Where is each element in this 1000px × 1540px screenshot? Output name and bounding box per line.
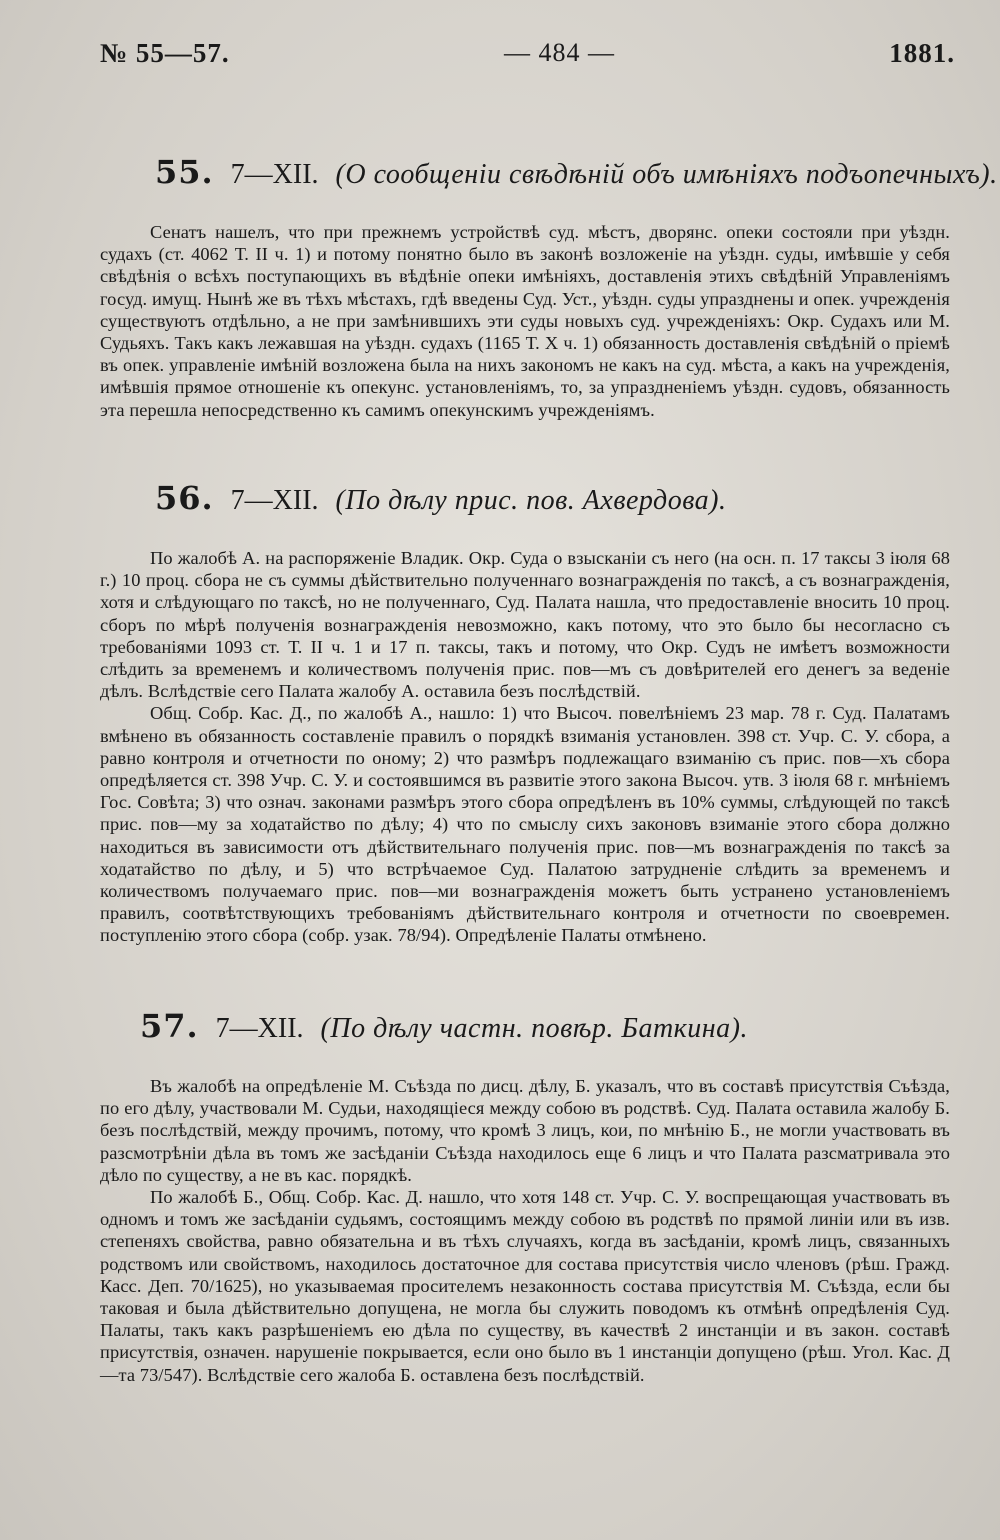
entry-number: 57. [140,1007,199,1045]
page-number: — 484 — [503,38,615,67]
entry-date: 7—XII. [215,1013,304,1044]
entry-subject: (По дѣлу прис. пов. Ахвердова). [335,485,727,516]
entry-date: 7—XII. [230,159,319,190]
entry-number: 55. [155,153,214,191]
entry-date: 7—XII. [230,485,319,516]
entry-subject: (По дѣлу частн. повѣр. Баткина). [320,1013,748,1044]
entry-57 [100,1006,950,1386]
entry-number: 56. [155,479,214,517]
entry-heading [155,478,950,521]
paragraph: Въ жалобѣ на опредѣленіе М. Съѣзда по дисц. дѣлу, Б. указалъ, что въ составѣ присутствія Съѣзда, по его дѣлу, участвовали М. Судьи, находящіеся между собою въ родствѣ. Суд. Палата оставила жалобу Б. безъ послѣдствій, между прочимъ, потому, что кромѣ 3 лицъ, кои, по мнѣнію Б., не могли участвовать въ разсмотрѣніи дѣла въ томъ же засѣданіи Съѣзда находилось еще 6 лицъ и что Палата разсматривала это дѣло по существу, а не въ кас. порядкѣ. [100,1076,950,1185]
paragraph: По жалобѣ А. на распоряженіе Владик. Окр. Суда о взысканіи съ него (на осн. п. 17 таксы 3 іюля 68 г.) 10 проц. сбора не съ суммы дѣйствительно полученнаго вознагражденія по таксѣ, а съ вознагражденія, хотя и слѣдующаго по таксѣ, но не полученнаго, Суд. Палата нашла, что предоставленіе вносить 10 проц. сборъ по мѣрѣ полученія вознагражденія невозможно, какъ потому, что это было бы несогласно съ требованіями 1093 ст. Т. II ч. 1 и 17 п. таксы, такъ и потому, что Окр. Судъ не имѣетъ возможности слѣдить за временемъ и количествомъ полученія прис. пов—мъ съ довѣрителей его денегъ за веденіе дѣлъ. Вслѣдствіе сего Палата жалобу А. оставила безъ послѣдствій. [100,548,950,702]
entry-heading [140,1006,950,1049]
paragraph: Общ. Собр. Кас. Д., по жалобѣ А., нашло: 1) что Высоч. повелѣніемъ 23 мар. 78 г. Суд. Палатамъ вмѣнено въ обязанность составленіе правилъ о порядкѣ взиманія установлен. 398 ст. Учр. С. У. сбора, а равно контроля и отчетности по оному; 2) что размѣръ подлежащаго взиманію съ прис. пов—хъ сбора опредѣляется ст. 398 Учр. С. У. и состоявшимся въ развитіе этого закона Высоч. утв. 3 іюля 68 г. мнѣніемъ Гос. Совѣта; 3) что означ. законами размѣръ этого сбора опредѣленъ въ 10% суммы, слѣдующей по таксѣ прис. пов—му за ходатайство по дѣлу; 4) что по смыслу сихъ законовъ взиманіе этого сбора должно находиться въ зависимости отъ дѣйствительнаго полученія прис. пов—мъ вознагражденія по таксѣ за ходатайство по дѣлу, и 5) что встрѣчаемое Суд. Палатою затрудненіе слѣдить за временемъ и количествомъ получаемаго прис. пов—ми вознагражденія можетъ быть устранено установленіемъ правилъ, соотвѣтствующихъ требованіямъ дѣйствительнаго контроля и отчетности по своевремен. поступленію этого сбора (собр. узак. 78/94). Опредѣленіе Палаты отмѣнено. [100,703,950,946]
year: 1881. [889,37,955,68]
entry-subject: (О сообщеніи свѣдѣній объ имѣніяхъ подъопечныхъ). [335,159,998,190]
entry-heading [155,152,998,195]
entry-55 [100,152,998,421]
paragraph: Сенатъ нашелъ, что при прежнемъ устройствѣ суд. мѣстъ, дворянс. опеки состояли при уѣздн. судахъ (ст. 4062 Т. II ч. 1) и потому понятно было въ законѣ возложеніе на уѣздн. суды, имѣвшіе у себя свѣдѣнія о всѣхъ поступающихъ въ вѣдѣніе опеки имѣніяхъ, доставленія этихъ свѣдѣній Управленіямъ госуд. имущ. Нынѣ же въ тѣхъ мѣстахъ, гдѣ введены Суд. Уст., уѣздн. суды упразднены и опек. учрежденія существуютъ отдѣльно, а не при замѣнившихъ эти суды новыхъ суд. учрежденіяхъ: Окр. Судахъ или М. Судьяхъ. Такъ какъ лежавшая на уѣздн. судахъ (1165 Т. X ч. 1) обязанность доставленія свѣдѣній о пріемѣ въ опек. управленіе имѣній возложена была на нихъ закономъ не какъ на суд. мѣста, а какъ на учрежденія, имѣвшія прямое отношеніе къ опекунс. установленіямъ, то, за упраздненіемъ уѣздн. судовъ, обязанность эта перешла непосредственно къ самимъ опекунскимъ учрежденіямъ. [100,222,950,420]
running-head [100,28,955,78]
entry-number-range: № 55—57. [100,37,230,68]
paragraph: По жалобѣ Б., Общ. Собр. Кас. Д. нашло, что хотя 148 ст. Учр. С. У. воспрещающая участвовать въ одномъ и томъ же засѣданіи судьямъ, состоящимъ между собою въ родствѣ по прямой линіи или въ изв. степеняхъ свойства, равно обязательна и въ тѣхъ случаяхъ, когда въ засѣданіи, кромѣ лицъ, связанныхъ родствомъ или свойствомъ, находилось достаточное для состава присутствія число членовъ (рѣш. Гражд. Касс. Деп. 70/1625), но указываемая просителемъ незаконность состава присутствія М. Съѣзда, если бы таковая и была дѣйствительно допущена, не могла бы служить поводомъ къ отмѣнѣ опредѣленія Суд. Палаты, такъ какъ разрѣшеніемъ ею дѣла по существу, въ качествѣ 2 инстанціи и въ закон. составѣ присутствія, означен. нарушеніе покрывается, если оно было въ 1 инстанціи допущено (рѣш. Угол. Кас. Д—та 73/547). Вслѣдствіе сего жалоба Б. оставлена безъ послѣдствій. [100,1187,950,1385]
entry-56 [100,478,950,947]
